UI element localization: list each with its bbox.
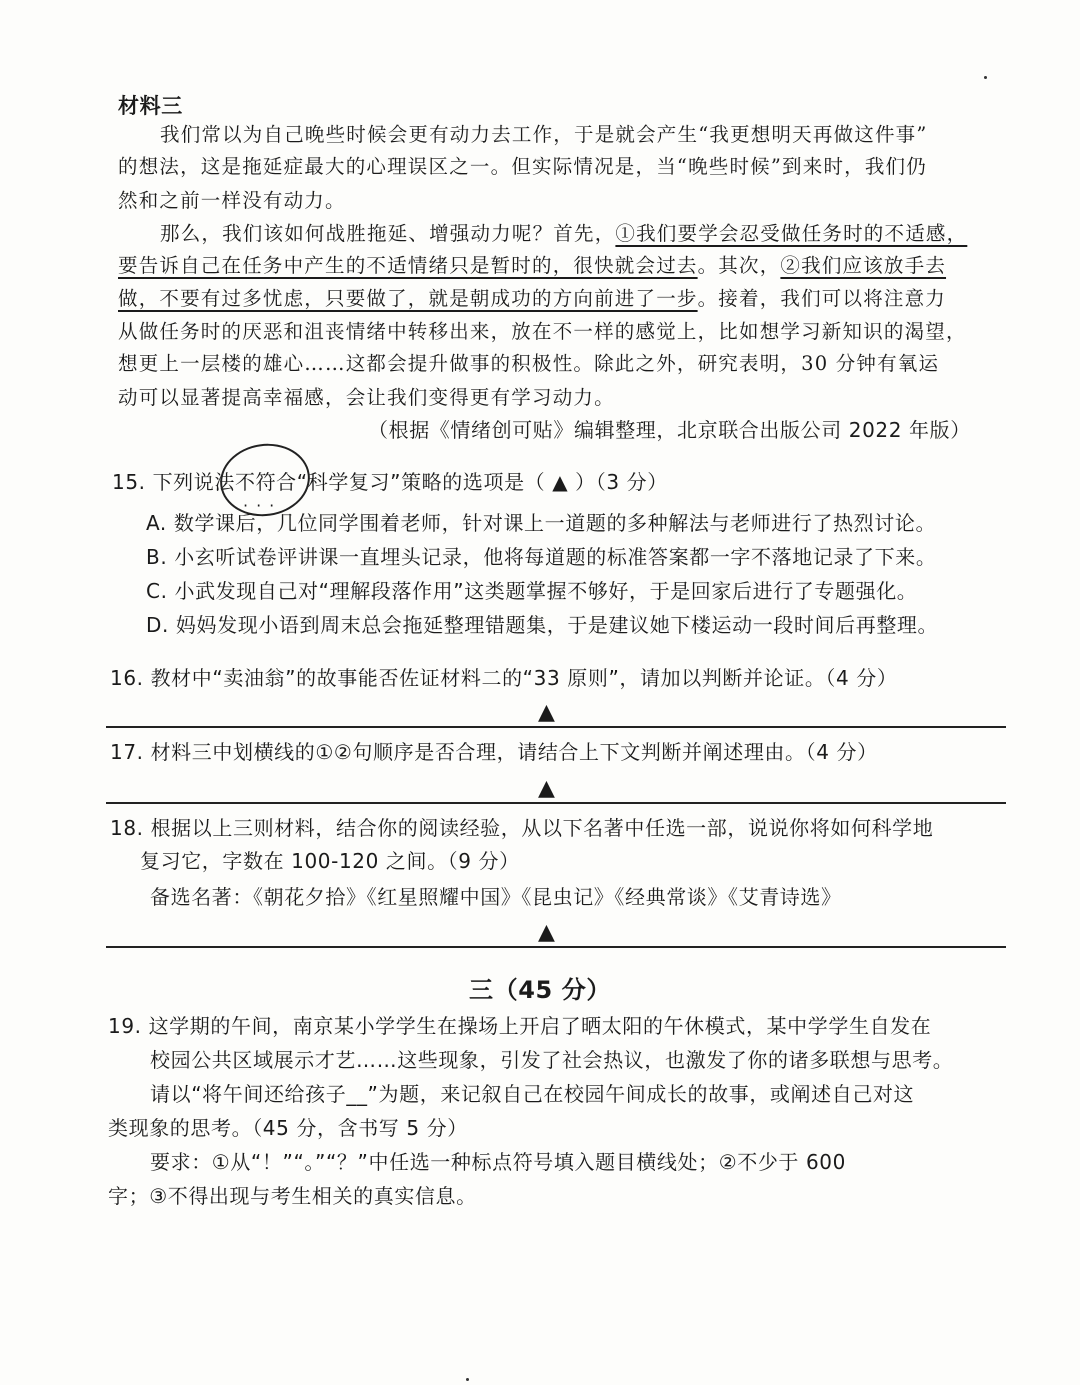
q19-line3: 请以“将午间还给孩子__”为题，来记叙自己在校园午间成长的故事，或阐述自己对这 [150,1082,915,1106]
q16-answer-line [106,726,1006,728]
p2-line2-plain: 。其次， [697,254,781,277]
q16-answer-mark: ▲ [538,700,555,725]
material3-p1-line3: 然和之前一样没有动力。 [118,189,346,212]
material3-p1-line1: 我们常以为自己晚些时候会更有动力去工作，于是就会产生“我更想明天再做这件事” [160,123,928,146]
scan-speck [466,1378,469,1381]
p2-line3-plain: 。接着，我们可以将注意力 [697,287,947,310]
section3-title: 三（45 分） [469,976,611,1004]
q18-answer-line [106,946,1006,948]
q19-line4: 类现象的思考。（45 分，含书写 5 分） [108,1116,468,1140]
q18-book-options: 备选名著：《朝花夕拾》《红星照耀中国》《昆虫记》《经典常谈》《艾青诗选》 [150,885,842,909]
q16-stem: 16. 教材中“卖油翁”的故事能否佐证材料二的“33 原则”，请加以判断并论证。（4 分） [110,666,898,690]
material3-p2-line4: 从做任务时的厌恶和沮丧情绪中转移出来，放在不一样的感觉上，比如想学习新知识的渴望， [118,320,967,343]
material3-heading: 材料三 [118,94,183,118]
underlined-sentence-2-start: ②我们应该放手去 [780,254,947,277]
material3-p2-line6: 动可以显著提高幸福感，会让我们变得更有学习动力。 [118,386,615,409]
material3-p2-line1 [160,220,967,248]
q15-option-c: C. 小武发现自己对“理解段落作用”这类题掌握不够好，于是回家后进行了专题强化。 [146,579,918,603]
underlined-sentence-1-start: ①我们要学会忍受做任务时的不适感， [615,222,968,245]
handwritten-emphasis-dots: ··· [243,496,283,515]
q19-requirements: 要求：①从“！”“。”“？”中任选一种标点符号填入题目横线处；②不少于 600 [150,1150,846,1174]
q15-option-d: D. 妈妈发现小语到周末总会拖延整理错题集，于是建议她下楼运动一段时间后再整理。 [146,613,939,637]
q17-stem: 17. 材料三中划横线的①②句顺序是否合理，请结合上下文判断并阐述理由。（4 分） [110,740,878,764]
p2-line1-plain: 那么，我们该如何战胜拖延、增强动力呢？首先， [160,222,616,245]
material3-p2-line5: 想更上一层楼的雄心……这都会提升做事的积极性。除此之外，研究表明，30 分钟有氧运 [118,352,940,375]
material3-p2-line3 [118,285,946,313]
q17-answer-line [106,802,1006,804]
q19-line1: 19. 这学期的午间，南京某小学学生在操场上开启了晒太阳的午休模式，某中学学生自发在 [108,1014,932,1038]
q15-stem: 15. 下列说法不符合“科学复习”策略的选项是（ ▲ ）（3 分） [112,470,668,494]
underlined-sentence-1-end: 要告诉自己在任务中产生的不适情绪只是暂时的，很快就会过去 [118,254,698,277]
material3-p1-line2: 的想法，这是拖延症最大的心理误区之一。但实际情况是，当“晚些时候”到来时，我们仍 [118,155,927,178]
q17-answer-mark: ▲ [538,776,555,801]
q18-answer-mark: ▲ [538,920,555,945]
q15-option-a: A. 数学课后，几位同学围着老师，针对课上一道题的多种解法与老师进行了热烈讨论。 [146,511,937,535]
material3-source: （根据《情绪创可贴》编辑整理，北京联合出版公司 2022 年版） [368,418,971,442]
q18-stem-line2: 复习它，字数在 100-120 之间。（9 分） [140,849,520,873]
scan-speck [984,76,987,79]
q15-option-b: B. 小玄听试卷评讲课一直埋头记录，他将每道题的标准答案都一字不落地记录了下来。 [146,545,937,569]
q19-requirements-cont: 字；③不得出现与考生相关的真实信息。 [108,1184,477,1208]
q19-line2: 校园公共区域展示才艺……这些现象，引发了社会热议，也激发了你的诸多联想与思考。 [150,1048,954,1072]
material3-p2-line2 [118,252,946,280]
q18-stem-line1: 18. 根据以上三则材料，结合你的阅读经验，从以下名著中任选一部，说说你将如何科学地 [110,816,934,840]
underlined-sentence-2-end: 做，不要有过多忧虑，只要做了，就是朝成功的方向前进了一步 [118,287,698,310]
